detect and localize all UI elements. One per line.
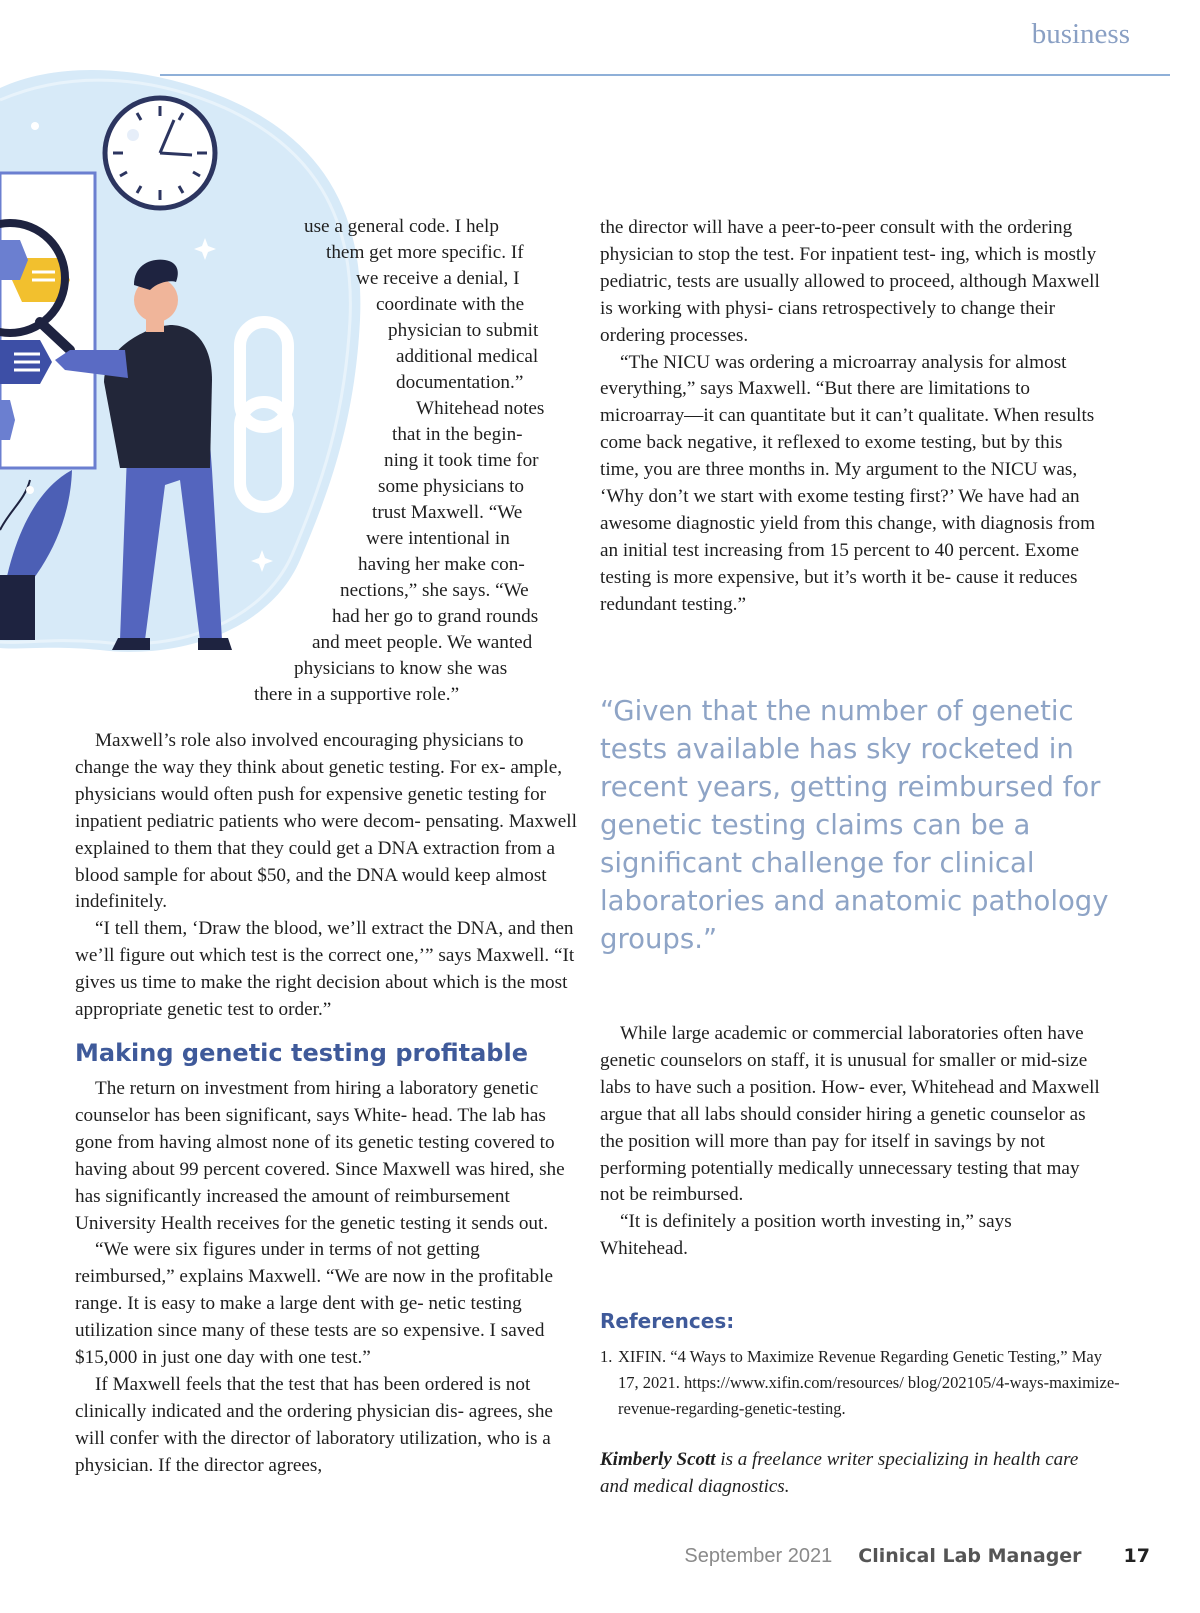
- wrap-line: some physicians to: [378, 476, 525, 497]
- page-footer: [684, 1545, 1150, 1568]
- wrap-line: physician to submit: [388, 320, 539, 341]
- issue-date: September 2021: [684, 1545, 833, 1567]
- paragraph: “We were six figures under in terms of not getting reimbursed,” explains Maxwell. “We are now in the profitable range. It is easy to make a large dent with ge- netic testing utilization since many of these tests are so expensive. I saved $15,000 in just one day with one test.”: [75, 1239, 553, 1369]
- paragraph: “It is definitely a position worth investing in,” says Whitehead.: [600, 1211, 1012, 1260]
- reference-item: [600, 1344, 1120, 1422]
- wrap-line: were intentional in: [366, 528, 510, 549]
- author-bio-text: is a freelance writer specializing in health care and medical diagnostics.: [600, 1449, 1079, 1497]
- wrap-line: coordinate with the: [376, 294, 525, 315]
- left-column-text-2: [75, 1076, 580, 1480]
- wrap-line: Whitehead notes: [416, 398, 545, 419]
- paragraph: “The NICU was ordering a microarray analysis for almost everything,” says Maxwell. “But there are limitations to microarray—it can quantitate but it can’t qualitate. When results come back negative, it reflexed to exome testing, but by this time, you are three months in. My argument to the NICU was, ‘Why don’t we start with exome testing first?’ We have had an awesome diagnostic yield from this change, with diagnosis from an initial test increasing from 15 percent to 40 percent. Exome testing is more expensive, but it’s worth it be- cause it reduces redundant testing.”: [600, 351, 1096, 615]
- reference-number: 1.: [600, 1347, 613, 1366]
- paragraph: “I tell them, ‘Draw the blood, we’ll extract the DNA, and then we’ll figure out which test is the correct one,’” says Maxwell. “It gives us time to make the right decision about which is the most appropriate genetic test to order.”: [75, 918, 575, 1021]
- wrap-line: documentation.”: [396, 372, 524, 393]
- wrap-line: that in the begin-: [392, 424, 523, 445]
- person-magnifier-illustration: [0, 60, 380, 690]
- author-name: Kimberly Scott: [600, 1449, 716, 1470]
- wrap-line: had her go to grand rounds: [332, 606, 539, 627]
- references-heading: References:: [600, 1309, 735, 1333]
- paragraph: While large academic or commercial laboratories often have genetic counselors on staff, it is unusual for smaller or mid-size labs to have such a position. How- ever, Whitehead and Maxwell argue that all labs should consider hiring a genetic counselor as the position will more than pay for itself in savings by not performing potentially medically unnecessary testing that may not be reimbursed.: [600, 1023, 1100, 1206]
- wrap-line: there in a supportive role.”: [254, 684, 460, 705]
- wrap-line: nections,” she says. “We: [340, 580, 529, 601]
- wrap-line: additional medical: [396, 346, 539, 367]
- page-number: 17: [1123, 1545, 1150, 1567]
- clock-icon: [105, 98, 215, 208]
- right-column-text: [600, 215, 1100, 619]
- reference-text: XIFIN. “4 Ways to Maximize Revenue Regarding Genetic Testing,” May 17, 2021. https://www.xifin.com/resources/ blog/202105/4-ways-maximize-revenue-regarding-genetic-testing.: [618, 1347, 1120, 1418]
- wrap-line: trust Maxwell. “We: [372, 502, 523, 523]
- wrap-line: physicians to know she was: [294, 658, 508, 679]
- magazine-name: Clinical Lab Manager: [858, 1545, 1082, 1567]
- wrap-line: ning it took time for: [384, 450, 539, 471]
- paragraph: If Maxwell feels that the test that has been ordered is not clinically indicated and the ordering physician dis- agrees, she will confer with the director of laboratory utilization, who is a physician. If the director agrees,: [75, 1373, 553, 1476]
- wrap-line: having her make con-: [358, 554, 525, 575]
- paragraph: Maxwell’s role also involved encouraging physicians to change the way they think about genetic testing. For ex- ample, physicians would often push for expensive genetic testing for inpatient pediatric patients who were decom- pensating. Maxwell explained to them that they could get a DNA extraction from a blood sample for about $50, and the DNA would keep almost indefinitely.: [75, 730, 577, 913]
- paragraph: the director will have a peer-to-peer consult with the ordering physician to stop the test. For inpatient test- ing, which is mostly pediatric, tests are usually allowed to proceed, although Maxwell is working with physi- cians retrospectively to change their ordering processes.: [600, 217, 1100, 346]
- wrap-line: use a general code. I help: [304, 216, 499, 237]
- left-column-text: [75, 728, 580, 1024]
- wrap-line: them get more specific. If: [326, 242, 524, 263]
- section-heading: Making genetic testing profitable: [75, 1039, 528, 1067]
- wrap-line: we receive a denial, I: [356, 268, 520, 289]
- paragraph: The return on investment from hiring a laboratory genetic counselor has been significant, says White- head. The lab has gone from having almost none of its genetic testing covered to having about 99 percent covered. Since Maxwell was hired, she has significantly increased the amount of reimbursement University Health receives for the genetic testing it sends out.: [75, 1078, 565, 1234]
- wrap-line: and meet people. We wanted: [312, 632, 533, 653]
- author-bio: [600, 1446, 1100, 1500]
- pull-quote: “Given that the number of genetic tests available has sky rocketed in recent years, getting reimbursed for genetic testing claims can be a significant challenge for clinical laboratories and anatomic pathology groups.”: [600, 695, 1109, 955]
- section-tag: business: [1031, 18, 1130, 50]
- right-column-text-2: [600, 1021, 1100, 1263]
